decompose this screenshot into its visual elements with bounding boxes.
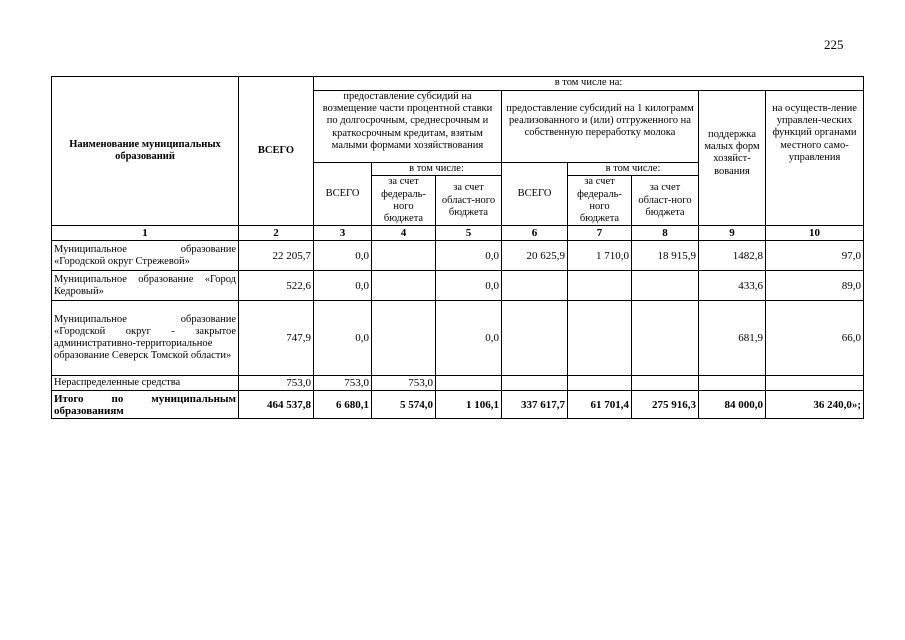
row-name: Муниципальное образование «Городской округ Стрежевой»: [52, 241, 239, 271]
total-cell-milk-total: 337 617,7: [502, 391, 568, 419]
total-cell-support: 84 000,0: [699, 391, 766, 419]
cell-support: 433,6: [699, 271, 766, 301]
table-row: [52, 376, 864, 391]
total-cell-interest-federal: 5 574,0: [372, 391, 436, 419]
cell-support: 681,9: [699, 301, 766, 376]
header-total-column: ВСЕГО: [239, 77, 314, 226]
cell-total: 753,0: [239, 376, 314, 391]
cell-interest-regional: 0,0: [436, 271, 502, 301]
cell-interest-total: 753,0: [314, 376, 372, 391]
subsidy-table: [51, 76, 864, 419]
header-milk-regional: за счет област-ного бюджета: [632, 176, 699, 226]
table-row: [52, 271, 864, 301]
total-cell-interest-total: 6 680,1: [314, 391, 372, 419]
column-numbers-row: [52, 226, 864, 241]
column-number: 3: [314, 226, 372, 241]
total-cell-milk-regional: 275 916,3: [632, 391, 699, 419]
total-cell-interest-regional: 1 106,1: [436, 391, 502, 419]
cell-interest-regional: 0,0: [436, 301, 502, 376]
header-interest-federal: за счет федераль-ного бюджета: [372, 176, 436, 226]
page-number: 225: [824, 37, 844, 52]
cell-interest-total: 0,0: [314, 241, 372, 271]
total-row: [52, 391, 864, 419]
row-name: Муниципальное образование «Город Кедровый»: [52, 271, 239, 301]
cell-milk-federal: [568, 376, 632, 391]
header-milk-total: ВСЕГО: [502, 163, 568, 226]
header-group-milk: предоставление субсидий на 1 килограмм реализованного и (или) отгруженного на собственную переработку молока: [502, 91, 699, 163]
cell-milk-federal: 1 710,0: [568, 241, 632, 271]
cell-management: [766, 376, 864, 391]
cell-total: 747,9: [239, 301, 314, 376]
cell-milk-regional: [632, 271, 699, 301]
header-interest-including: в том числе:: [372, 163, 502, 176]
row-name: Муниципальное образование «Городской округ - закрытое административно-территориальное образование Северск Томской области»: [52, 301, 239, 376]
table-row: [52, 301, 864, 376]
header-row-1: [52, 77, 864, 91]
cell-milk-total: [502, 271, 568, 301]
cell-interest-federal: [372, 271, 436, 301]
cell-interest-federal: 753,0: [372, 376, 436, 391]
cell-milk-total: 20 625,9: [502, 241, 568, 271]
header-group-interest: предоставление субсидий на возмещение части процентной ставки по долгосрочным, среднесрочным и краткосрочным кредитам, взятым малыми формами хозяйствования: [314, 91, 502, 163]
column-number: 6: [502, 226, 568, 241]
header-name-column: Наименование муниципальных образований: [52, 77, 239, 226]
cell-milk-regional: [632, 301, 699, 376]
total-name: Итого по муниципальным образованиям: [52, 391, 239, 419]
total-cell-total: 464 537,8: [239, 391, 314, 419]
cell-support: [699, 376, 766, 391]
cell-milk-regional: 18 915,9: [632, 241, 699, 271]
cell-management: 97,0: [766, 241, 864, 271]
cell-management: 89,0: [766, 271, 864, 301]
header-interest-total: ВСЕГО: [314, 163, 372, 226]
header-milk-including: в том числе:: [568, 163, 699, 176]
cell-interest-total: 0,0: [314, 301, 372, 376]
header-interest-regional: за счет област-ного бюджета: [436, 176, 502, 226]
cell-milk-federal: [568, 271, 632, 301]
cell-milk-total: [502, 376, 568, 391]
column-number: 8: [632, 226, 699, 241]
cell-interest-federal: [372, 241, 436, 271]
cell-interest-total: 0,0: [314, 271, 372, 301]
column-number: 10: [766, 226, 864, 241]
cell-management: 66,0: [766, 301, 864, 376]
header-including: в том числе на:: [314, 77, 864, 91]
header-milk-federal: за счет федераль-ного бюджета: [568, 176, 632, 226]
cell-total: 522,6: [239, 271, 314, 301]
column-number: 5: [436, 226, 502, 241]
header-management: на осуществ-ление управлен-ческих функций органами местного само-управления: [766, 91, 864, 226]
column-number: 2: [239, 226, 314, 241]
column-number: 9: [699, 226, 766, 241]
column-number: 1: [52, 226, 239, 241]
total-cell-management: 36 240,0»;: [766, 391, 864, 419]
cell-milk-total: [502, 301, 568, 376]
cell-interest-regional: [436, 376, 502, 391]
cell-support: 1482,8: [699, 241, 766, 271]
cell-milk-regional: [632, 376, 699, 391]
header-support: поддержка малых форм хозяйст-вования: [699, 91, 766, 226]
cell-interest-federal: [372, 301, 436, 376]
column-number: 4: [372, 226, 436, 241]
column-number: 7: [568, 226, 632, 241]
cell-interest-regional: 0,0: [436, 241, 502, 271]
row-name: Нераспределенные средства: [52, 376, 239, 391]
cell-total: 22 205,7: [239, 241, 314, 271]
table-row: [52, 241, 864, 271]
cell-milk-federal: [568, 301, 632, 376]
total-cell-milk-federal: 61 701,4: [568, 391, 632, 419]
